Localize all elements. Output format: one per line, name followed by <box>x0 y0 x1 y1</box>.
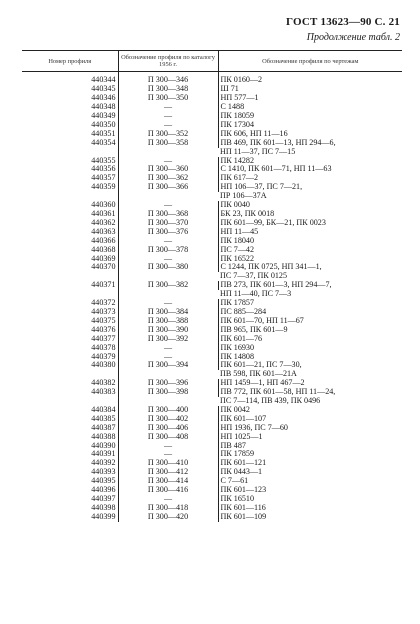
drawing-designation-cell: ПК 16930 <box>218 344 402 353</box>
drawing-designation-cell: НП 11—37, ПС 7—15 <box>220 146 296 156</box>
catalog-designation-cell: П 300—388 <box>118 317 218 326</box>
catalog-designation-cell: П 300—380 <box>118 263 218 281</box>
profile-number-cell: 440369 <box>91 253 116 263</box>
catalog-designation-cell: — <box>118 201 218 210</box>
catalog-designation-cell: П 300—420 <box>118 513 218 522</box>
catalog-designation-cell: — <box>118 299 218 308</box>
drawing-designation-cell: С 1244, ПК 0725, НП 341—1, <box>218 263 402 272</box>
drawing-designation-cell: ПК 0040 <box>218 201 402 210</box>
table-row <box>22 130 402 139</box>
table-row <box>22 317 402 326</box>
profile-number-cell: 440377 <box>91 333 116 343</box>
drawing-designation-cell: ПК 601—116 <box>218 504 402 513</box>
drawing-designation-cell: НП 11—40, ПС 7—3 <box>220 289 292 299</box>
drawing-designation-cell: ПК 14808 <box>218 353 402 362</box>
catalog-designation-cell: П 300—352 <box>118 130 218 139</box>
drawing-designation-cell: ПВ 965, ПК 601—9 <box>218 326 402 335</box>
catalog-designation-cell: П 300—384 <box>118 308 218 317</box>
drawing-designation-cell: НП 11—45 <box>218 228 402 237</box>
catalog-designation-cell: П 300—368 <box>118 210 218 219</box>
drawing-designation-cell: ПК 601—123 <box>218 486 402 495</box>
table-row <box>22 326 402 335</box>
profile-number-cell: 440390 <box>91 440 116 450</box>
drawing-designation-cell: НП 577—1 <box>218 94 402 103</box>
table-row <box>22 237 402 246</box>
profile-number-cell: 440376 <box>91 324 116 334</box>
profile-number-cell: 440344 <box>91 75 116 85</box>
drawing-designation-cell: ПС 7—42 <box>218 246 402 255</box>
catalog-designation-cell: П 300—410 <box>118 459 218 468</box>
table-row <box>22 344 402 353</box>
profile-number-cell: 440354 <box>91 137 116 147</box>
table-row <box>22 361 402 370</box>
profile-number-cell: 440360 <box>91 200 116 210</box>
catalog-designation-cell: — <box>118 112 218 121</box>
profile-number-cell: 440350 <box>91 119 116 129</box>
table-row <box>22 85 402 94</box>
table-row <box>22 246 402 255</box>
catalog-designation-cell: — <box>118 344 218 353</box>
profile-number-cell: 440383 <box>91 387 116 397</box>
catalog-designation-cell: П 300—346 <box>118 72 218 85</box>
drawing-designation-cell: С 1488 <box>218 103 402 112</box>
catalog-designation-cell: — <box>118 495 218 504</box>
drawing-designation-cell: ПС 885—284 <box>218 308 402 317</box>
catalog-designation-cell: П 300—370 <box>118 219 218 228</box>
table-row <box>22 183 402 192</box>
drawing-designation-cell: ПК 601—76 <box>218 335 402 344</box>
table-row <box>22 112 402 121</box>
catalog-designation-cell: — <box>118 103 218 112</box>
table-row <box>22 299 402 308</box>
profile-number-cell: 440346 <box>91 93 116 103</box>
drawing-designation-cell: ПК 14282 <box>218 157 402 166</box>
catalog-designation-cell: П 300—382 <box>118 281 218 299</box>
catalog-designation-cell: П 300—350 <box>118 94 218 103</box>
table-row <box>22 103 402 112</box>
table-row <box>22 219 402 228</box>
table-row <box>22 468 402 477</box>
profile-number-cell: 440397 <box>91 494 116 503</box>
drawing-designation-cell: ПК 18040 <box>218 237 402 246</box>
profile-number-cell: 440388 <box>91 431 116 441</box>
catalog-designation-cell: П 300—362 <box>118 174 218 183</box>
catalog-designation-cell: — <box>118 442 218 451</box>
table-row <box>22 379 402 388</box>
profile-number-cell: 440356 <box>91 164 116 174</box>
catalog-designation-cell: — <box>118 121 218 130</box>
profile-number-cell: 440399 <box>91 511 116 521</box>
profile-number-cell: 440361 <box>91 209 116 218</box>
catalog-designation-cell: П 300—418 <box>118 504 218 513</box>
drawing-designation-cell: ПР 106—37А <box>220 191 267 201</box>
profile-number-cell: 440357 <box>91 173 116 183</box>
drawing-designation-cell: ПК 601—107 <box>218 415 402 424</box>
profile-number-cell: 440391 <box>91 449 116 459</box>
table-row <box>22 495 402 504</box>
profile-number-cell: 440378 <box>91 342 116 352</box>
table-row <box>22 255 402 264</box>
drawing-designation-cell: ПВ 273, ПК 601—3, НП 294—7, <box>218 281 402 290</box>
table-row <box>22 263 402 272</box>
drawing-designation-cell: ПК 17857 <box>218 299 402 308</box>
profile-number-cell: 440359 <box>91 182 116 192</box>
catalog-designation-cell: П 300—416 <box>118 486 218 495</box>
table-row <box>22 477 402 486</box>
profile-number-cell: 440385 <box>91 413 116 423</box>
drawing-designation-cell: С 7—61 <box>218 477 402 486</box>
catalog-designation-cell: — <box>118 157 218 166</box>
profiles-table <box>22 50 402 522</box>
table-row <box>22 201 402 210</box>
profile-number-cell: 440375 <box>91 315 116 325</box>
profile-number-cell: 440392 <box>91 458 116 468</box>
catalog-designation-cell: П 300—408 <box>118 433 218 442</box>
table-row <box>22 406 402 415</box>
column-header-drawing-designation: Обозначение профиля по чертежам <box>218 51 402 72</box>
table-row <box>22 281 402 290</box>
profile-number-cell: 440396 <box>91 485 116 495</box>
drawing-designation-cell: ПК 617—2 <box>218 174 402 183</box>
table-row <box>22 353 402 362</box>
catalog-designation-cell: — <box>118 450 218 459</box>
catalog-designation-cell: — <box>118 237 218 246</box>
drawing-designation-cell: ПК 16522 <box>218 255 402 264</box>
profile-number-cell: 440362 <box>91 217 116 227</box>
table-row <box>22 513 402 522</box>
drawing-designation-cell: БК 23, ПК 0018 <box>218 210 402 219</box>
drawing-designation-cell: НП 1936, ПС 7—60 <box>218 424 402 433</box>
catalog-designation-cell: П 300—358 <box>118 139 218 157</box>
profile-number-cell: 440370 <box>91 262 116 272</box>
table-row <box>22 228 402 237</box>
catalog-designation-cell: П 300—406 <box>118 424 218 433</box>
table-row <box>22 504 402 513</box>
table-row <box>22 442 402 451</box>
catalog-designation-cell: — <box>118 353 218 362</box>
table-row <box>22 388 402 397</box>
drawing-designation-cell: ПК 606, НП 11—16 <box>218 130 402 139</box>
profile-number-cell: 440348 <box>91 102 116 112</box>
drawing-designation-cell: ПК 0160—2 <box>218 72 402 85</box>
profile-number-cell: 440382 <box>91 378 116 388</box>
table-row <box>22 139 402 148</box>
drawing-designation-cell: НП 1025—1 <box>218 433 402 442</box>
catalog-designation-cell: П 300—376 <box>118 228 218 237</box>
profile-number-cell: 440355 <box>91 155 116 165</box>
table-row <box>22 174 402 183</box>
table-row <box>22 450 402 459</box>
catalog-designation-cell: П 300—396 <box>118 379 218 388</box>
drawing-designation-cell: ПК 0042 <box>218 406 402 415</box>
profile-number-cell: 440380 <box>91 360 116 370</box>
drawing-designation-cell: Ш 71 <box>218 85 402 94</box>
drawing-designation-cell: ПК 601—21, ПС 7—30, <box>218 361 402 370</box>
column-header-catalog-designation: Обозначение профиля по каталогу 1956 г. <box>118 51 218 72</box>
catalog-designation-cell: П 300—392 <box>118 335 218 344</box>
profile-number-cell: 440373 <box>91 306 116 316</box>
table-row <box>22 72 402 85</box>
catalog-designation-cell: П 300—366 <box>118 183 218 201</box>
column-header-profile-number: Номер профиля <box>22 51 118 72</box>
drawing-designation-cell: НП 106—37, ПС 7—21, <box>218 183 402 192</box>
profile-number-cell: 440349 <box>91 111 116 121</box>
catalog-designation-cell: П 300—400 <box>118 406 218 415</box>
table-row <box>22 415 402 424</box>
table-row <box>22 308 402 317</box>
table-row <box>22 165 402 174</box>
catalog-designation-cell: — <box>118 255 218 264</box>
table-header-row <box>22 51 402 72</box>
profile-number-cell: 440371 <box>91 280 116 290</box>
drawing-designation-cell: ПВ 487 <box>218 442 402 451</box>
table-row <box>22 94 402 103</box>
drawing-designation-cell: ПК 17859 <box>218 450 402 459</box>
catalog-designation-cell: П 300—412 <box>118 468 218 477</box>
table-row <box>22 157 402 166</box>
drawing-designation-cell: ПС 7—114, ПВ 439, ПК 0496 <box>220 396 321 406</box>
profile-number-cell: 440393 <box>91 467 116 477</box>
catalog-designation-cell: П 300—394 <box>118 361 218 379</box>
profile-number-cell: 440398 <box>91 502 116 512</box>
profile-number-cell: 440379 <box>91 351 116 361</box>
profile-number-cell: 440387 <box>91 422 116 432</box>
standard-title: ГОСТ 13623—90 С. 21 <box>286 16 400 28</box>
table-row <box>22 210 402 219</box>
profile-number-cell: 440363 <box>91 226 116 236</box>
drawing-designation-cell: ПВ 469, ПК 601—13, НП 294—6, <box>218 139 402 148</box>
catalog-designation-cell: П 300—348 <box>118 85 218 94</box>
catalog-designation-cell: П 300—390 <box>118 326 218 335</box>
profile-number-cell: 440372 <box>91 298 116 308</box>
table-row <box>22 486 402 495</box>
table-body <box>22 72 402 522</box>
profile-number-cell: 440345 <box>91 84 116 94</box>
profile-number-cell: 440395 <box>91 476 116 486</box>
drawing-designation-cell: ПК 16510 <box>218 495 402 504</box>
catalog-designation-cell: П 300—414 <box>118 477 218 486</box>
catalog-designation-cell: П 300—378 <box>118 246 218 255</box>
table-row <box>22 121 402 130</box>
catalog-designation-cell: П 300—402 <box>118 415 218 424</box>
table-continuation-label: Продолжение табл. 2 <box>306 32 400 43</box>
profile-number-cell: 440351 <box>91 128 116 138</box>
drawing-designation-cell: ПВ 772, ПК 601—58, НП 11—24, <box>218 388 402 397</box>
table-row <box>22 424 402 433</box>
page-header <box>286 12 400 30</box>
drawing-designation-cell: ПК 18059 <box>218 112 402 121</box>
profile-number-cell: 440368 <box>91 244 116 254</box>
drawing-designation-cell: ПК 17304 <box>218 121 402 130</box>
drawing-designation-cell: ПК 601—109 <box>218 513 402 522</box>
drawing-designation-cell: ПС 7—37, ПК 0125 <box>220 271 288 281</box>
drawing-designation-cell: ПВ 598, ПК 601—21А <box>220 369 297 379</box>
drawing-designation-cell: НП 1459—1, НП 467—2 <box>218 379 402 388</box>
drawing-designation-cell: ПК 601—99, БК—21, ПК 0023 <box>218 219 402 228</box>
profile-number-cell: 440366 <box>91 235 116 245</box>
table-row <box>22 459 402 468</box>
catalog-designation-cell: П 300—398 <box>118 388 218 406</box>
drawing-designation-cell: ПК 0443—1 <box>218 468 402 477</box>
table-row <box>22 433 402 442</box>
table-row <box>22 335 402 344</box>
drawing-designation-cell: ПК 601—70, НП 11—67 <box>218 317 402 326</box>
drawing-designation-cell: С 1410, ПК 601—71, НП 11—63 <box>218 165 402 174</box>
profile-number-cell: 440384 <box>91 404 116 414</box>
drawing-designation-cell: ПК 601—121 <box>218 459 402 468</box>
catalog-designation-cell: П 300—360 <box>118 165 218 174</box>
